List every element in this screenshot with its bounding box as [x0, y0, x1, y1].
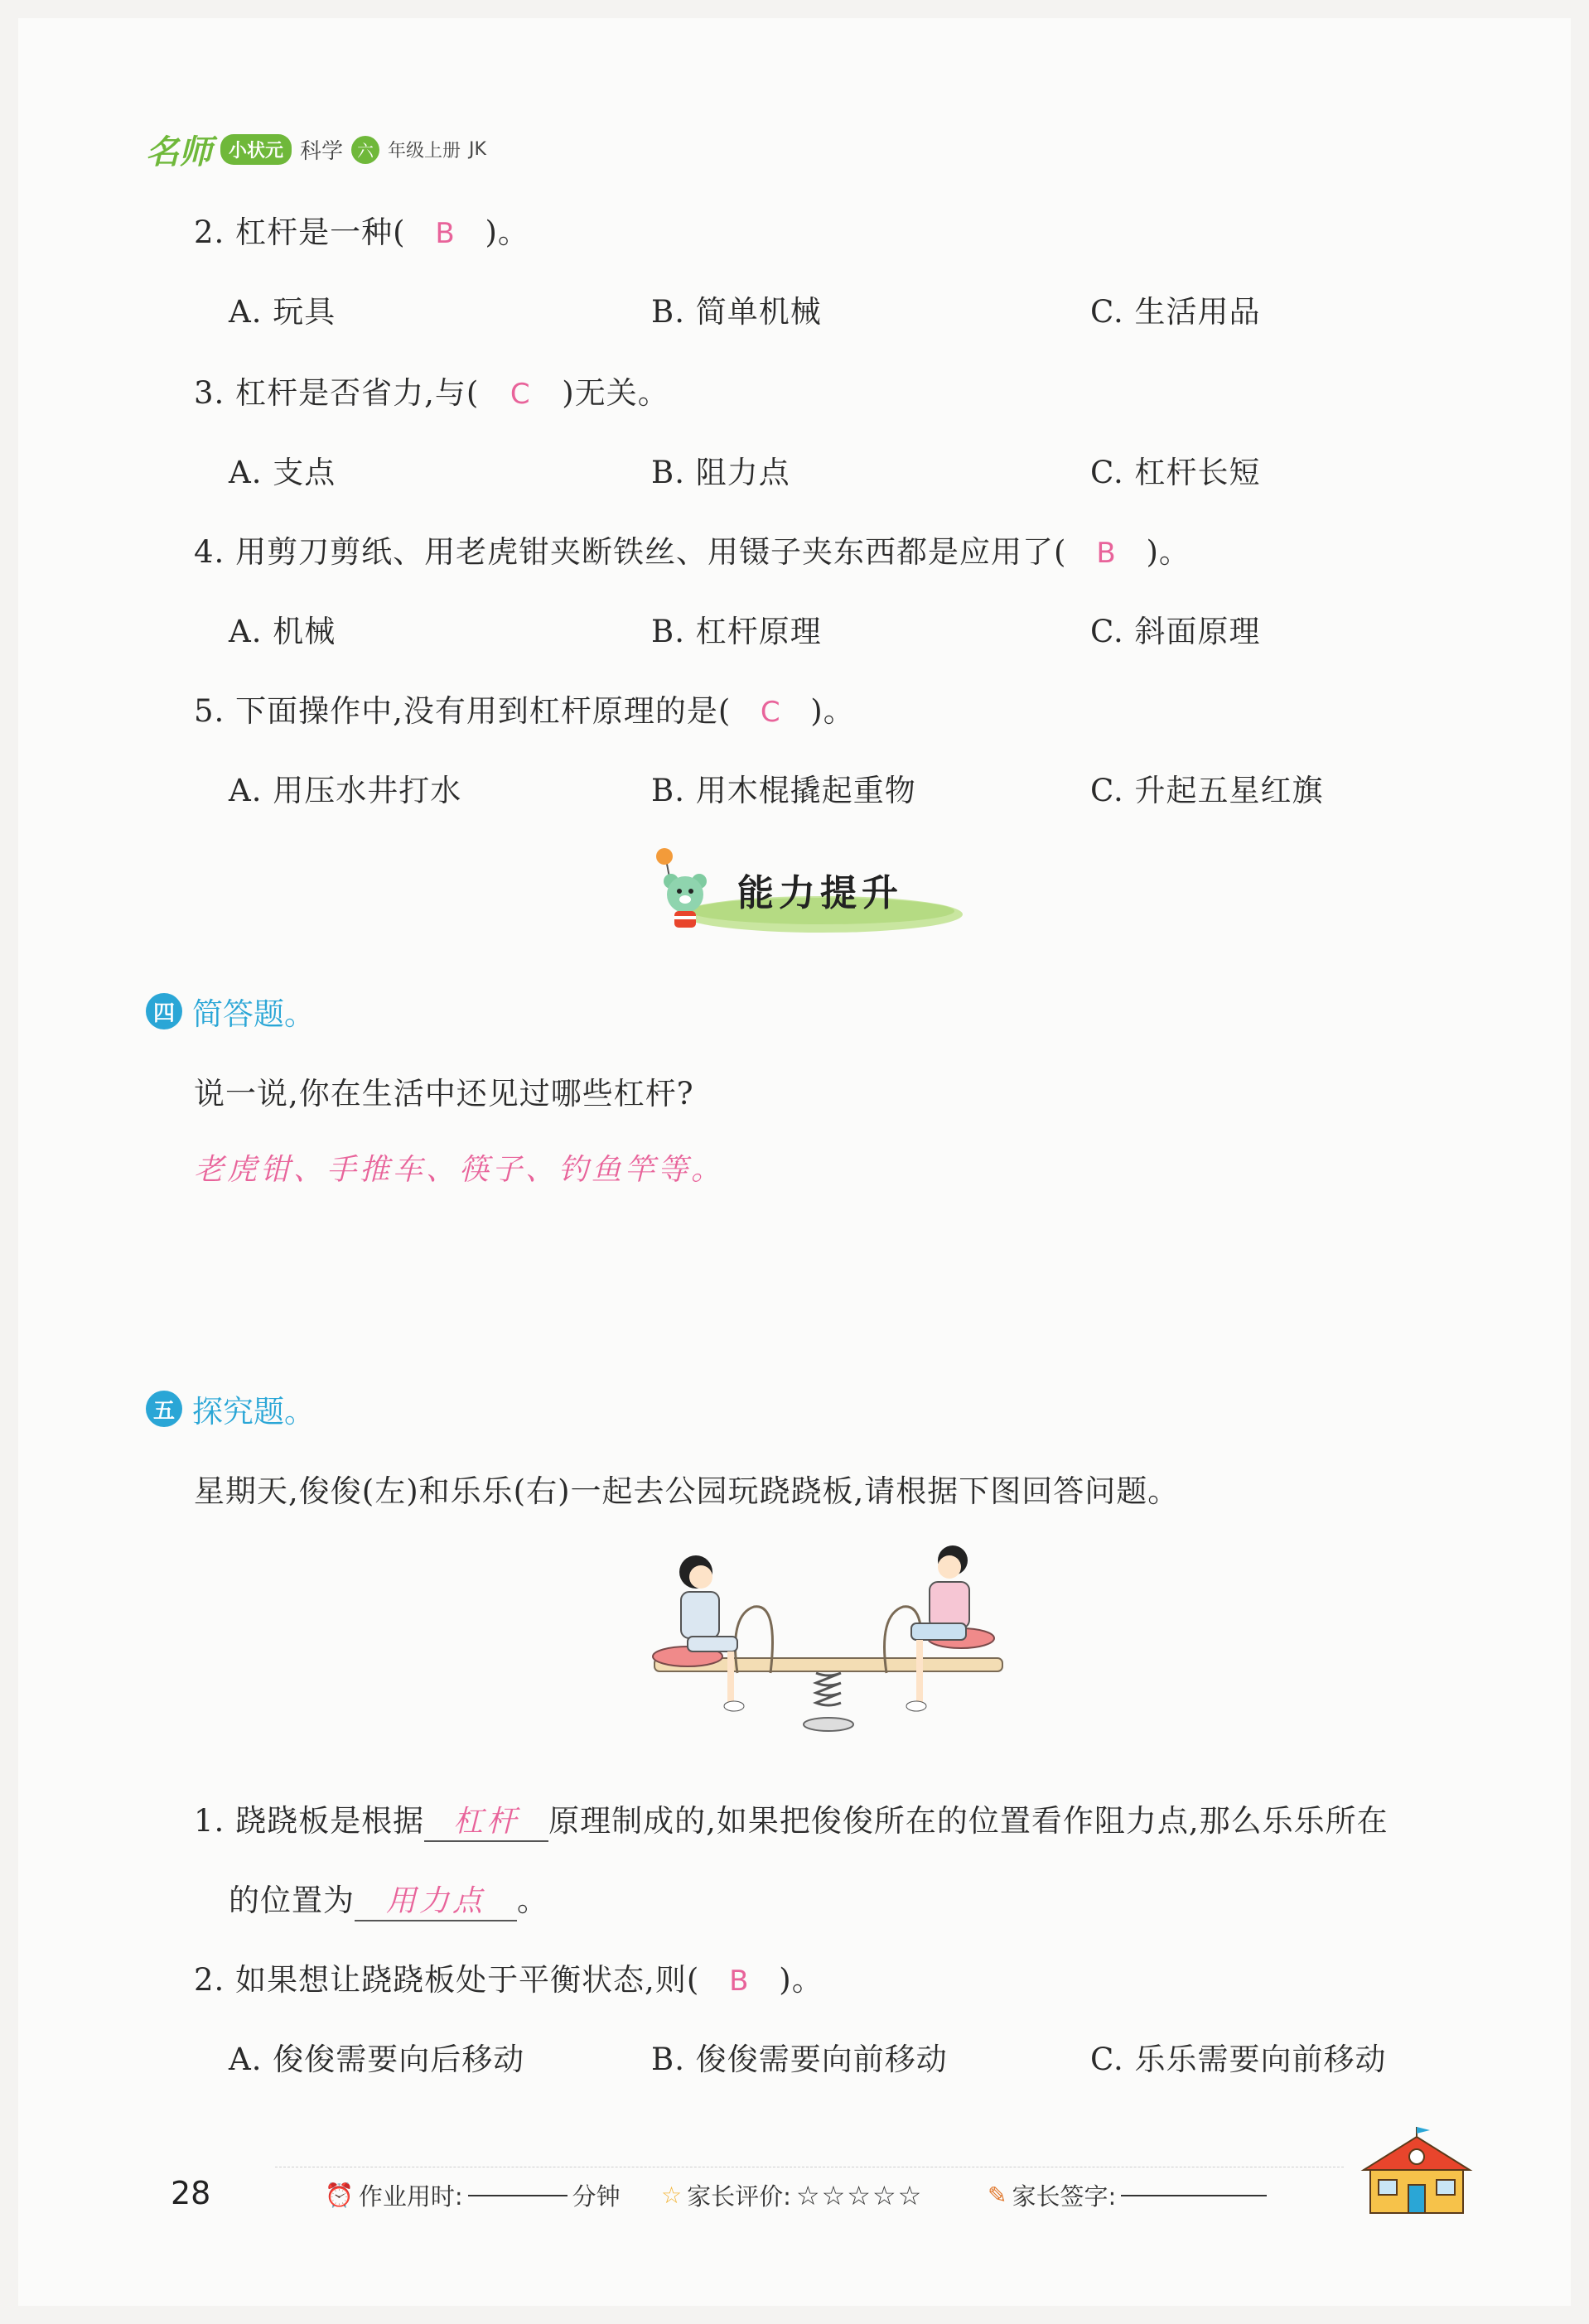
time-label: 作业用时: [358, 2182, 463, 2211]
question-text: 原理制成的,如果把俊俊所在的位置看作阻力点,那么乐乐所在 [548, 1803, 1389, 1839]
question-5 [194, 686, 855, 730]
answer-mark: B [1096, 537, 1117, 570]
ability-banner [648, 845, 963, 936]
option-b: B. 阻力点 [651, 455, 790, 490]
question-2 [194, 207, 529, 252]
question-stem: 2. 杠杆是一种( [194, 215, 406, 250]
pencil-icon: ✎ [988, 2182, 1007, 2209]
fill-blank-2: 用力点 [355, 1878, 517, 1921]
section-title: 简答题。 [192, 996, 315, 1032]
edition-label: JK [469, 139, 486, 160]
homework-time [325, 2178, 621, 2212]
grade-badge: 六 [351, 136, 379, 164]
option-a: A. 玩具 [229, 294, 336, 330]
exploration-question-1 [194, 1796, 1389, 1842]
signature-blank [1121, 2195, 1267, 2196]
question-stem: 5. 下面操作中,没有用到杠杆原理的是( [194, 693, 732, 729]
question-stem-end: )无关。 [562, 375, 669, 411]
option-b: B. 用木棍撬起重物 [651, 773, 916, 808]
parent-signature [988, 2178, 1267, 2212]
option-a: A. 俊俊需要向后移动 [229, 2042, 525, 2077]
left-child-figure [679, 1555, 744, 1711]
option-b: B. 简单机械 [651, 294, 822, 330]
seesaw-illustration [638, 1540, 1019, 1756]
rating-label: 家长评价: [687, 2182, 791, 2211]
option-a: A. 用压水井打水 [229, 773, 462, 808]
question-stem-end: )。 [810, 693, 855, 729]
answer-mark: B [729, 1965, 750, 1998]
page-header [146, 126, 486, 173]
question-stem-end: )。 [1146, 534, 1191, 570]
option-c: C. 乐乐需要向前移动 [1090, 2042, 1387, 2077]
brand-logo: 名师 [146, 133, 212, 171]
option-a: A. 机械 [229, 614, 336, 649]
question-3 [194, 368, 669, 412]
grade-text: 年级上册 [388, 141, 461, 162]
banner-title: 能力提升 [737, 872, 903, 914]
option-b: B. 俊俊需要向前移动 [651, 2042, 948, 2077]
question-stem: 4. 用剪刀剪纸、用老虎钳夹断铁丝、用镊子夹东西都是应用了( [194, 534, 1067, 570]
sign-label: 家长签字: [1012, 2182, 1117, 2211]
question-text: 的位置为 [229, 1883, 355, 1918]
handwritten-answer: 老虎钳、手推车、筷子、钓鱼竿等。 [194, 1153, 725, 1187]
answer-mark: C [760, 696, 781, 729]
alarm-clock-icon: ⏰ [325, 2182, 354, 2209]
section-5-header [146, 1386, 315, 1431]
short-answer-question: 说一说,你在生活中还见过哪些杠杆? [194, 1076, 694, 1111]
brand-pill: 小状元 [220, 134, 292, 165]
time-blank [468, 2195, 568, 2196]
question-stem: 3. 杠杆是否省力,与( [194, 375, 480, 411]
rating-stars: ☆☆☆☆☆ [795, 2179, 924, 2211]
time-unit: 分钟 [572, 2182, 621, 2211]
page-number: 28 [171, 2175, 211, 2211]
right-child-figure [906, 1545, 969, 1711]
question-4 [194, 527, 1191, 571]
question-stem-end: )。 [485, 215, 529, 250]
option-c: C. 升起五星红旗 [1090, 773, 1324, 808]
section-4-header [146, 989, 315, 1034]
exploration-question-2 [194, 1955, 823, 1999]
question-stem-end: )。 [779, 1962, 823, 1998]
star-icon: ☆ [661, 2182, 683, 2209]
subject-label: 科学 [300, 139, 344, 164]
school-house-icon [1359, 2125, 1475, 2216]
section-title: 探究题。 [192, 1394, 315, 1430]
option-c: C. 杠杆长短 [1090, 455, 1261, 490]
question-text: 1. 跷跷板是根据 [194, 1803, 425, 1839]
answer-mark: B [435, 217, 456, 250]
spring-icon [816, 1673, 841, 1705]
parent-rating [661, 2178, 923, 2212]
option-c: C. 斜面原理 [1090, 614, 1261, 649]
question-text: 。 [517, 1883, 548, 1918]
option-b: B. 杠杆原理 [651, 614, 822, 649]
option-c: C. 生活用品 [1090, 294, 1261, 330]
fill-blank-1: 杠杆 [424, 1798, 548, 1842]
answer-mark: C [510, 378, 531, 411]
section-badge: 五 [146, 1391, 182, 1427]
section-badge: 四 [146, 993, 182, 1029]
exploration-question-1-cont [229, 1875, 548, 1921]
exploration-intro: 星期天,俊俊(左)和乐乐(右)一起去公园玩跷跷板,请根据下图回答问题。 [194, 1473, 1180, 1509]
option-a: A. 支点 [229, 455, 336, 490]
question-stem: 2. 如果想让跷跷板处于平衡状态,则( [194, 1962, 700, 1998]
